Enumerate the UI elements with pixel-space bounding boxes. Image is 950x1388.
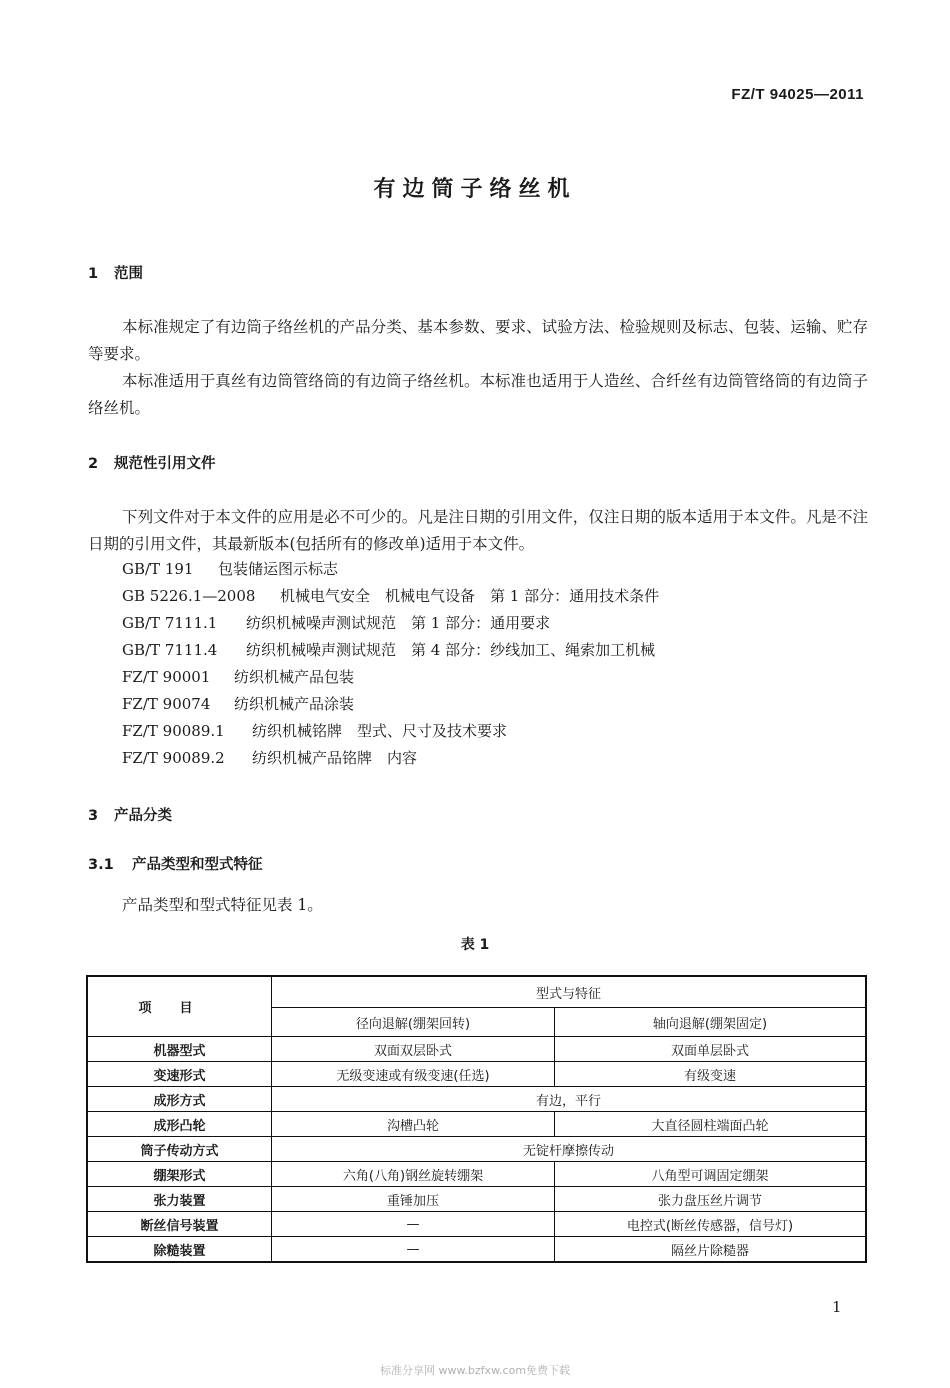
reference-code: GB 5226.1—2008	[122, 587, 256, 605]
section-number: 2	[88, 456, 99, 472]
row-item: 断丝信号装置	[87, 1212, 272, 1237]
section-number: 1	[88, 266, 99, 282]
cell-axial: 电控式(断丝传感器，信号灯)	[555, 1212, 867, 1237]
table-row	[87, 1162, 866, 1187]
row-item: 绷架形式	[87, 1162, 272, 1187]
reference-code: FZ/T 90001	[122, 668, 211, 686]
reference-item	[122, 639, 655, 660]
section-title: 规范性引用文件	[114, 456, 216, 472]
reference-name: 纺织机械产品铭牌 内容	[252, 749, 418, 767]
row-item: 成形凸轮	[87, 1112, 272, 1137]
reference-name: 纺织机械铭牌 型式、尺寸及技术要求	[252, 722, 508, 740]
section-1-paragraph-1	[88, 314, 868, 368]
cell-axial: 有级变速	[555, 1062, 867, 1087]
table-row	[87, 1212, 866, 1237]
reference-item	[122, 585, 659, 606]
table-caption: 表 1	[460, 937, 490, 953]
cell-radial: —	[272, 1212, 555, 1237]
cell-axial: 大直径圆柱端面凸轮	[555, 1112, 867, 1137]
cell-axial: 隔丝片除糙器	[555, 1237, 867, 1263]
paragraph-text: 产品类型和型式特征见表 1。	[122, 896, 323, 914]
cell-axial: 双面单层卧式	[555, 1037, 867, 1062]
row-item: 除糙装置	[87, 1237, 272, 1263]
cell-radial: 无级变速或有级变速(任选)	[272, 1062, 555, 1087]
product-type-table	[86, 975, 867, 1263]
section-1-heading	[88, 262, 143, 283]
cell-radial: 沟槽凸轮	[272, 1112, 555, 1137]
reference-code: GB/T 7111.1	[122, 614, 218, 632]
header-axial: 轴向退解(绷架固定)	[555, 1008, 867, 1037]
row-item: 机器型式	[87, 1037, 272, 1062]
reference-name: 纺织机械产品涂装	[234, 695, 355, 713]
reference-item	[122, 558, 338, 579]
reference-name: 包装储运图示标志	[218, 560, 339, 578]
paragraph-text: 本标准适用于真丝有边筒管络筒的有边筒子络丝机。本标准也适用于人造丝、合纤丝有边筒管络筒的有边筒子络丝机。	[88, 372, 868, 417]
reference-item	[122, 693, 354, 714]
page-number: 1	[832, 1298, 842, 1316]
cell-radial: 重锤加压	[272, 1187, 555, 1212]
row-item: 筒子传动方式	[87, 1137, 272, 1162]
section-title: 范围	[114, 266, 143, 282]
table-row	[87, 1112, 866, 1137]
reference-code: GB/T 191	[122, 560, 194, 578]
section-title: 产品分类	[114, 808, 172, 824]
cell-merged: 有边，平行	[272, 1087, 867, 1112]
table-row	[87, 1087, 866, 1112]
table-row	[87, 1062, 866, 1087]
paragraph-text: 下列文件对于本文件的应用是必不可少的。凡是注日期的引用文件，仅注日期的版本适用于本文件。凡是不注日期的引用文件，其最新版本(包括所有的修改单)适用于本文件。	[88, 508, 868, 553]
reference-item	[122, 747, 417, 768]
section-2-intro	[88, 504, 868, 558]
section-number: 3	[88, 808, 99, 824]
cell-radial: —	[272, 1237, 555, 1263]
cell-axial: 八角型可调固定绷架	[555, 1162, 867, 1187]
reference-item	[122, 720, 507, 741]
section-3-heading	[88, 804, 172, 825]
reference-name: 纺织机械产品包装	[234, 668, 355, 686]
header-item: 项目	[87, 976, 272, 1037]
reference-name: 纺织机械噪声测试规范 第 4 部分：纱线加工、绳索加工机械	[246, 641, 656, 659]
reference-code: FZ/T 90074	[122, 695, 211, 713]
table-row	[87, 1137, 866, 1162]
table-header-row	[87, 976, 866, 1008]
subsection-3-1-text	[88, 892, 868, 919]
cell-radial: 六角(八角)钢丝旋转绷架	[272, 1162, 555, 1187]
document-title: 有边筒子络丝机	[373, 177, 577, 202]
section-2-heading	[88, 452, 216, 473]
reference-code: FZ/T 90089.2	[122, 749, 225, 767]
table-row	[87, 1187, 866, 1212]
row-item: 变速形式	[87, 1062, 272, 1087]
reference-code: GB/T 7111.4	[122, 641, 218, 659]
row-item: 张力装置	[87, 1187, 272, 1212]
reference-code: FZ/T 90089.1	[122, 722, 225, 740]
subsection-3-1-heading	[88, 853, 263, 874]
paragraph-text: 本标准规定了有边筒子络丝机的产品分类、基本参数、要求、试验方法、检验规则及标志、包装、运输、贮存等要求。	[88, 318, 868, 363]
table-row	[87, 1237, 866, 1263]
cell-radial: 双面双层卧式	[272, 1037, 555, 1062]
cell-axial: 张力盘压丝片调节	[555, 1187, 867, 1212]
reference-name: 机械电气安全 机械电气设备 第 1 部分：通用技术条件	[280, 587, 660, 605]
standard-code: FZ/T 94025—2011	[731, 86, 864, 103]
reference-item	[122, 666, 354, 687]
subsection-title: 产品类型和型式特征	[132, 857, 263, 873]
header-group: 型式与特征	[272, 976, 867, 1008]
cell-merged: 无锭杆摩擦传动	[272, 1137, 867, 1162]
table-row	[87, 1037, 866, 1062]
reference-name: 纺织机械噪声测试规范 第 1 部分：通用要求	[246, 614, 551, 632]
subsection-number: 3.1	[88, 857, 114, 873]
section-1-paragraph-2	[88, 368, 868, 422]
footer-watermark: 标准分享网 www.bzfxw.com免费下载	[379, 1364, 571, 1377]
row-item: 成形方式	[87, 1087, 272, 1112]
header-radial: 径向退解(绷架回转)	[272, 1008, 555, 1037]
reference-item	[122, 612, 550, 633]
